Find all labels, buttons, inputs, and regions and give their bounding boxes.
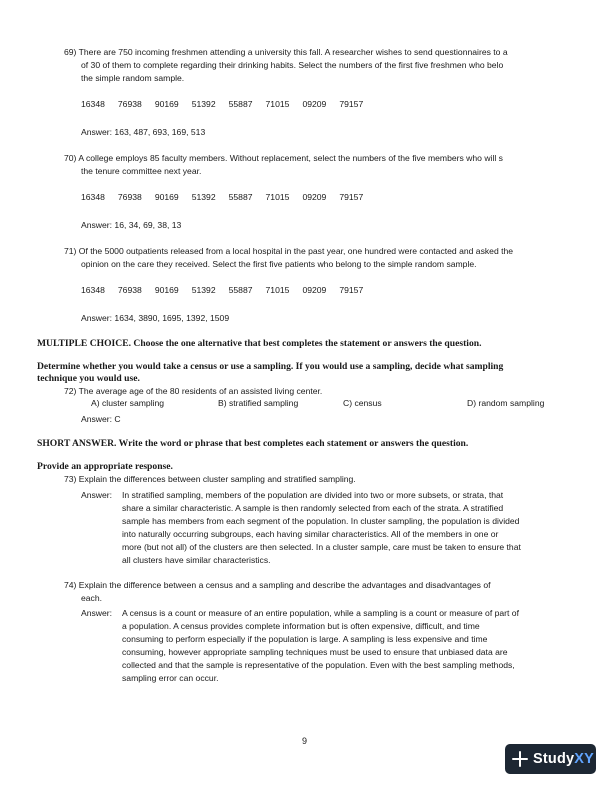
q69-text-line3: the simple random sample. — [81, 73, 185, 83]
q74-answer-line: collected and that the sample is representative of the population. Even with the best sampling methods, — [122, 660, 515, 670]
q69-text-line2: of 30 of them to complete regarding their drinking habits. Select the numbers of the first five freshmen who belo — [81, 60, 504, 70]
q74-text-line2: each. — [81, 593, 103, 603]
q72-option-d: D) random sampling — [467, 398, 545, 408]
random-number: 71015 — [265, 99, 290, 109]
random-number: 90169 — [154, 99, 179, 109]
q74-answer-line: A census is a count or measure of an entire population, while a sampling is a count or measure of part of — [122, 608, 519, 618]
random-number: 51392 — [191, 192, 216, 202]
q71-text-line1: 71) Of the 5000 outpatients released from a local hospital in the past year, one hundred were contacted and asked the — [64, 246, 514, 256]
random-number: 09209 — [302, 99, 327, 109]
q73-answer-label: Answer: — [81, 490, 113, 500]
random-number: 16348 — [81, 285, 105, 295]
plus-sparkle-icon — [512, 751, 528, 767]
q73-text: 73) Explain the differences between cluster sampling and stratified sampling. — [64, 474, 356, 484]
random-number: 90169 — [154, 285, 179, 295]
page-number: 9 — [302, 736, 308, 746]
short-answer-heading: SHORT ANSWER. Write the word or phrase that best completes each statement or answers the question. — [37, 438, 469, 449]
q73-answer-line: all clusters have similar characteristics. — [122, 555, 271, 565]
random-number: 51392 — [191, 285, 216, 295]
q74-answer-line: consuming to perform especially if the population is large. A sampling is less expensive and time — [122, 634, 488, 644]
random-number: 09209 — [302, 192, 327, 202]
mc-instruction-line2: technique you would use. — [37, 373, 140, 384]
q73-answer-line: share a similar characteristic. A sample is then randomly selected from each of the strata. A stratified — [122, 503, 504, 513]
q70-text-line2: the tenure committee next year. — [81, 166, 202, 176]
random-number: 71015 — [265, 192, 290, 202]
random-number: 71015 — [265, 285, 290, 295]
q71-answer: Answer: 1634, 3890, 1695, 1392, 1509 — [81, 313, 230, 323]
q72-text: 72) The average age of the 80 residents of an assisted living center. — [64, 386, 323, 396]
random-number: 76938 — [117, 99, 142, 109]
q70-text-line1: 70) A college employs 85 faculty members. Without replacement, select the numbers of the five members who will s — [64, 153, 503, 163]
random-number: 79157 — [339, 192, 364, 202]
q74-answer-label: Answer: — [81, 608, 113, 618]
q74-text-line1: 74) Explain the difference between a census and a sampling and describe the advantages and disadvantages of — [64, 580, 491, 590]
random-number: 79157 — [339, 99, 364, 109]
random-number: 76938 — [117, 285, 142, 295]
q72-option-a: A) cluster sampling — [91, 398, 165, 408]
q74-answer-line: consuming, however appropriate sampling techniques must be used to ensure that unbiased data are — [122, 647, 508, 657]
random-number: 55887 — [228, 192, 253, 202]
q73-answer-line: more (but not all) of the clusters are then selected. In a cluster sample, care must be taken to ensure that — [122, 542, 521, 552]
q73-answer-line: sample has members from each segment of the population. In cluster sampling, the population is divided — [122, 516, 520, 526]
random-number: 55887 — [228, 285, 253, 295]
q69-random-numbers — [81, 98, 376, 111]
studyxy-badge[interactable] — [505, 744, 596, 774]
random-number: 16348 — [81, 99, 105, 109]
multiple-choice-heading: MULTIPLE CHOICE. Choose the one alternative that best completes the statement or answers the question. — [37, 338, 482, 349]
q69-answer: Answer: 163, 487, 693, 169, 513 — [81, 127, 206, 137]
q69-text-line1: 69) There are 750 incoming freshmen attending a university this fall. A researcher wishes to send questionnaires to a — [64, 47, 508, 57]
random-number: 51392 — [191, 99, 216, 109]
q74-answer-line: a population. A census provides complete information but is often expensive, difficult, and time — [122, 621, 480, 631]
mc-instruction-line1: Determine whether you would take a census or use a sampling. If you would use a sampling, decide what sampling — [37, 361, 504, 372]
sa-instruction: Provide an appropriate response. — [37, 461, 173, 472]
q73-answer-line: into naturally occurring subgroups, each having similar characteristics. All of the members in one or — [122, 529, 499, 539]
q72-option-b: B) stratified sampling — [218, 398, 299, 408]
q71-random-numbers — [81, 284, 376, 297]
q73-answer-line: In stratified sampling, members of the population are divided into two or more subsets, or strata, that — [122, 490, 504, 500]
random-number: 79157 — [339, 285, 364, 295]
random-number: 55887 — [228, 99, 253, 109]
q74-answer-line: sampling error can occur. — [122, 673, 219, 683]
brand-name: StudyXY — [533, 750, 595, 767]
q70-random-numbers — [81, 191, 376, 204]
random-number: 16348 — [81, 192, 105, 202]
q70-answer: Answer: 16, 34, 69, 38, 13 — [81, 220, 182, 230]
random-number: 90169 — [154, 192, 179, 202]
random-number: 76938 — [117, 192, 142, 202]
q72-option-c: C) census — [343, 398, 382, 408]
q72-answer: Answer: C — [81, 414, 121, 424]
q71-text-line2: opinion on the care they received. Select the first five patients who belong to the simple random sample. — [81, 259, 477, 269]
random-number: 09209 — [302, 285, 327, 295]
